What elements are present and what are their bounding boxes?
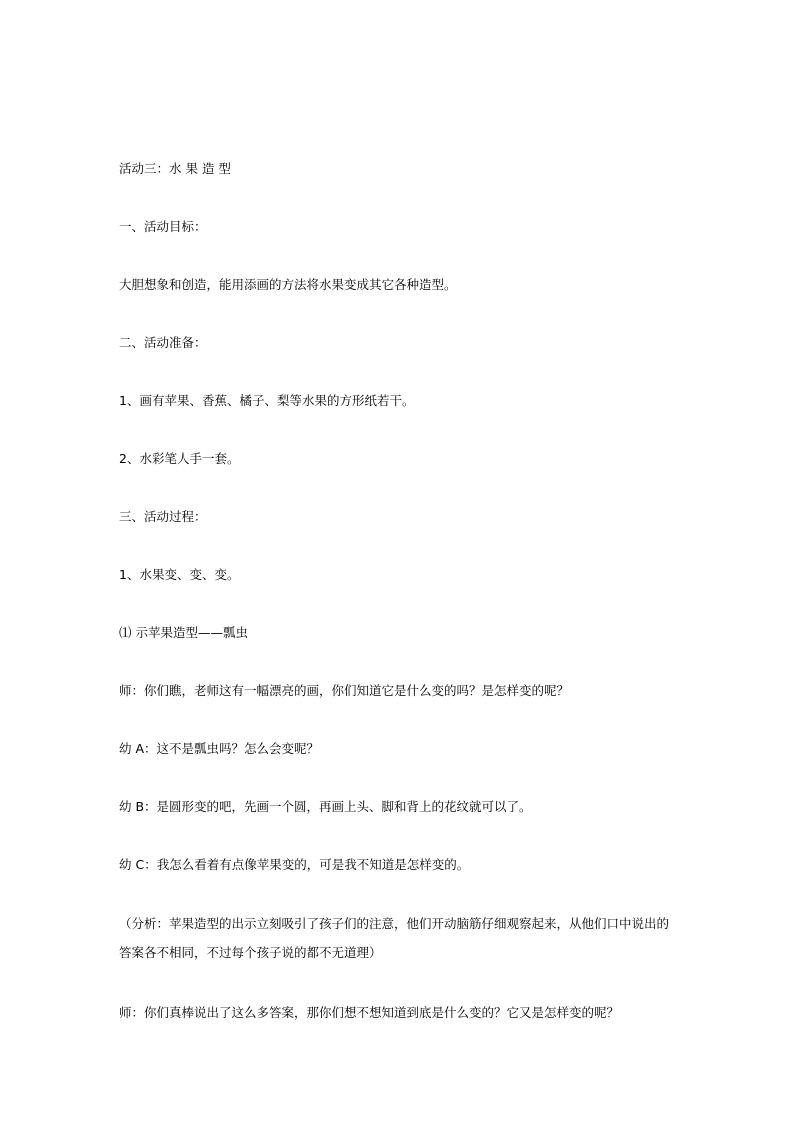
dialogue-child-a: 幼 A：这不是瓢虫吗？怎么会变呢？	[119, 741, 320, 756]
paragraph-subitem-1: ⑴ 示苹果造型——瓢虫	[119, 625, 248, 640]
dialogue-child-c: 幼 C：我怎么看着有点像苹果变的，可是我不知道是怎样变的。	[119, 857, 470, 872]
paragraph-prep-2: 2、水彩笔人手一套。	[119, 451, 240, 466]
paragraph-goal: 大胆想象和创造，能用添画的方法将水果变成其它各种造型。	[119, 277, 457, 292]
dialogue-child-b: 幼 B：是圆形变的吧，先画一个圆，再画上头、脚和背上的花纹就可以了。	[119, 799, 532, 814]
analysis-note: （分析：苹果造型的出示立刻吸引了孩子们的注意，他们开动脑筋仔细观察起来，从他们口中说出的答案各不相同，不过每个孩子说的都不无道理）	[119, 916, 670, 960]
section-heading-goals: 一、活动目标：	[119, 219, 207, 234]
document-title: 活动三：水 果 造 型	[119, 161, 231, 176]
dialogue-teacher-1: 师：你们瞧，老师这有一幅漂亮的画，你们知道它是什么变的吗？是怎样变的呢？	[119, 683, 570, 698]
dialogue-teacher-2: 师：你们真棒说出了这么多答案，那你们想不想知道到底是什么变的？它又是怎样变的呢？	[119, 1005, 620, 1020]
section-heading-preparation: 二、活动准备：	[119, 335, 207, 350]
paragraph-prep-1: 1、画有苹果、香蕉、橘子、梨等水果的方形纸若干。	[119, 393, 415, 408]
paragraph-process-1: 1、水果变、变、变。	[119, 567, 240, 582]
section-heading-process: 三、活动过程：	[119, 509, 207, 524]
